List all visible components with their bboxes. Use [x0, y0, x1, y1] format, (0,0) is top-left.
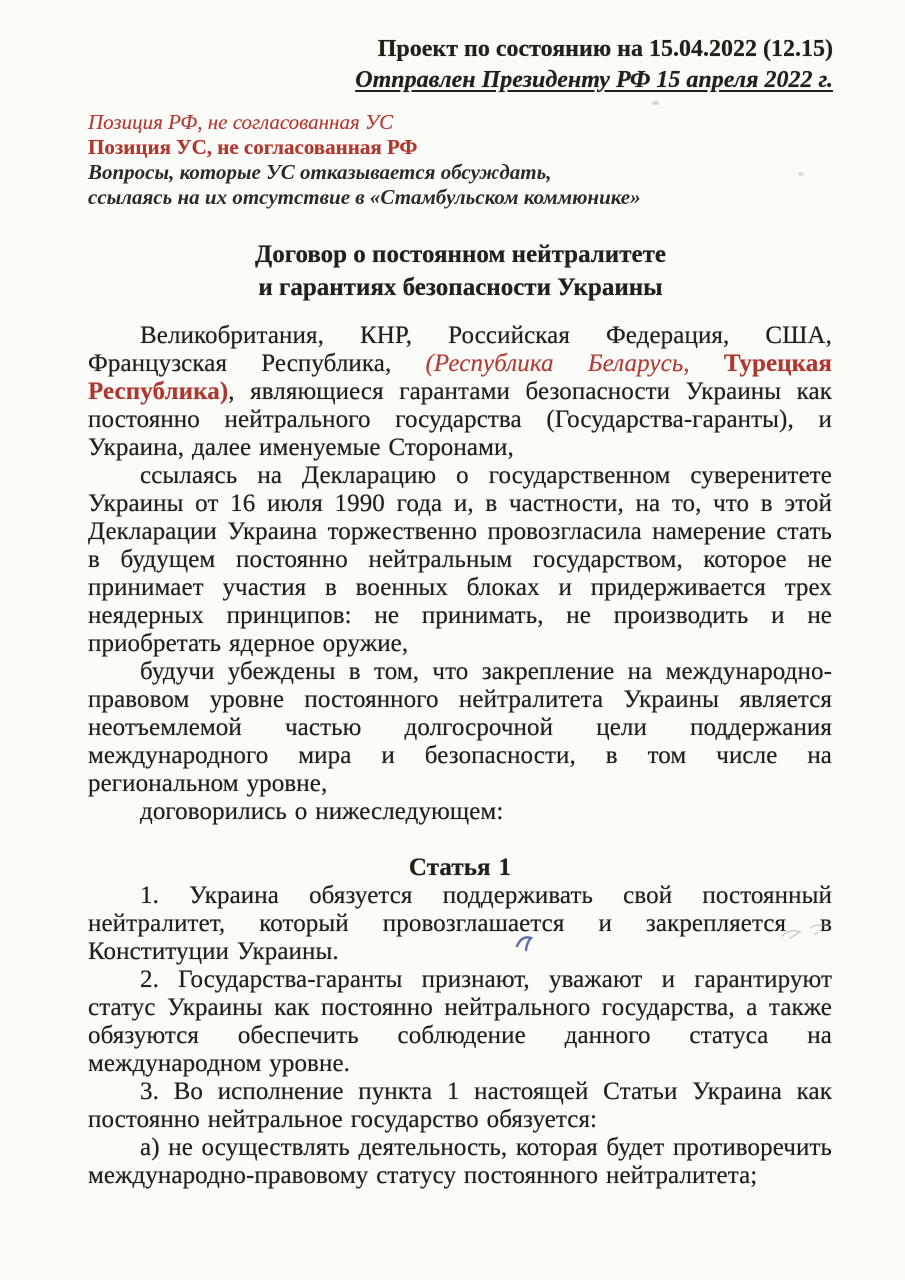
preamble-p1-belarus-red-italic: (Республика Беларусь,: [425, 350, 724, 377]
legend-questions-line2: ссылаясь на их отсутствие в «Стамбульском коммюнике»: [88, 185, 641, 209]
article-1-item-1: 1. Украина обязуется поддерживать свой постоянный нейтралитет, который провозглашается и закрепляется в Конституции Украины.: [88, 882, 832, 965]
document-title: [88, 238, 833, 304]
draft-status-line: Проект по состоянию на 15.04.2022 (12.15): [377, 36, 833, 62]
preamble-p1-turkey-red-bold: Турецкая Республика): [88, 350, 832, 405]
preamble-paragraph-2: ссылаясь на Декларацию о государственном суверенитете Украины от 16 июля 1990 года и, в частности, на то, что в этой Декларации Украина торжественно провозгласила намерение стать в будущем постоянно нейтральным государством, которое не принимает участия в военных блоках и придерживается трех неядерных принципов: не принимать, не производить и не приобретать ядерное оружие,: [88, 462, 832, 657]
annotation-legend: [88, 110, 833, 210]
preamble-p1-text-1: Великобритания, КНР, Российская Федерация, США, Французская Республика,: [88, 322, 832, 377]
legend-us-position: Позиция УС, не согласованная РФ: [88, 135, 418, 159]
article-1-item-3a: а) не осуществлять деятельность, которая будет противоречить международно-правовому статусу постоянного нейтралитета;: [88, 1134, 832, 1189]
legend-questions-line1: Вопросы, которые УС отказывается обсуждать,: [88, 160, 552, 184]
preamble-paragraph-3: будучи убеждены в том, что закрепление на международно-правовом уровне постоянного нейтралитета Украины является неотъемлемой частью долгосрочной цели поддержания международного мира и безопасности, в том числе на региональном уровне,: [88, 658, 832, 797]
scan-speck: [652, 101, 659, 105]
scan-speck: [798, 172, 804, 176]
article-1-item-3: 3. Во исполнение пункта 1 настоящей Статьи Украина как постоянно нейтральное государство обязуется:: [88, 1078, 832, 1133]
title-line-2: и гарантиях безопасности Украины: [258, 274, 663, 301]
title-line-1: Договор о постоянном нейтралитете: [255, 241, 666, 268]
document-header: [0, 0, 905, 96]
preamble-paragraph-1: [88, 322, 832, 462]
preamble-paragraph-4: договорились о нижеследующем:: [140, 798, 504, 825]
legend-rf-position: Позиция РФ, не согласованная УС: [88, 110, 394, 134]
gray-smudge-mark: [780, 920, 832, 944]
article-1-item-2: 2. Государства-гаранты признают, уважают и гарантируют статус Украины как постоянно нейтрального государства, а также обязуются обеспечить соблюдение данного статуса на международном уровне.: [88, 966, 832, 1077]
blue-pen-mark: [514, 933, 538, 955]
document-body: [88, 322, 832, 1190]
preamble-p1-text-2: , являющиеся гарантами безопасности Украины как постоянно нейтрального государства (Государства-гаранты), и Украина, далее именуемые Сторонами,: [88, 378, 832, 461]
article-1-heading: Статья 1: [408, 854, 512, 881]
sent-to-president-line: Отправлен Президенту РФ 15 апреля 2022 г.: [355, 67, 833, 93]
